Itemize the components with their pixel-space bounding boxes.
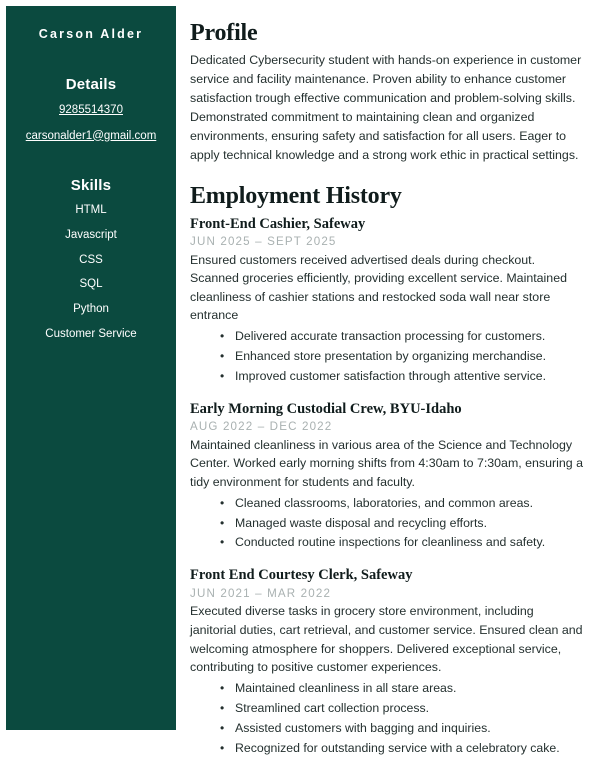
job-bullet [220, 533, 583, 553]
skill-item: CSS [79, 253, 103, 266]
job-bullet-text: Conducted routine inspections for cleanliness and safety. [235, 535, 546, 550]
job-bullet [220, 347, 583, 367]
job-bullet [220, 719, 583, 739]
job-bullet-text: Cleaned classrooms, laboratories, and common areas. [235, 495, 534, 510]
job-bullet-text: Assisted customers with bagging and inquiries. [235, 720, 491, 735]
employment-history-heading: Employment History [190, 183, 402, 210]
skills-heading: Skills [70, 177, 112, 194]
bullet-dot-icon: • [220, 680, 225, 695]
main-content [176, 6, 611, 755]
job-bullet-list [190, 327, 583, 387]
job-entry [190, 401, 583, 554]
bullet-dot-icon: • [220, 329, 225, 344]
bullet-dot-icon: • [220, 700, 225, 715]
job-bullet-list [190, 494, 583, 554]
profile-heading: Profile [190, 20, 258, 46]
job-description: Executed diverse tasks in grocery store environment, including janitorial duties, cart retrieval, and customer service. Ensured clean and welcoming atmosphere for shoppers. Delivered exceptional service, contributing to positive customer experiences. [190, 604, 583, 675]
job-entry [190, 216, 583, 387]
job-dates: AUG 2022 – DEC 2022 [190, 420, 333, 434]
phone-link[interactable]: 9285514370 [59, 104, 123, 117]
job-bullet-list [190, 679, 583, 758]
job-dates: JUN 2021 – MAR 2022 [190, 586, 332, 600]
skill-item: Customer Service [45, 327, 137, 340]
profile-text: Dedicated Cybersecurity student with hands-on experience in customer service and facility maintenance. Proven ability to enhance customer satisfaction trough effective communication and problem-solving skills. Demonstrated commitment to maintaining clean and organized environments, ensuring safety and satisfaction for all users. Eager to apply technical knowledge and a strong work ethic in practical settings. [190, 53, 582, 163]
job-bullet [220, 327, 583, 347]
skill-item: Python [73, 303, 109, 316]
skill-item: Javascript [65, 228, 117, 241]
job-bullet-text: Managed waste disposal and recycling efforts. [235, 515, 488, 530]
job-description: Maintained cleanliness in various area of the Science and Technology Center. Worked early morning shifts from 4:30am to 7:30am, ensuring a tidy environment for students and faculty. [190, 437, 584, 490]
job-bullet-text: Maintained cleanliness in all stare areas. [235, 680, 457, 695]
job-bullet [220, 679, 583, 699]
bullet-dot-icon: • [220, 535, 225, 550]
sidebar [6, 6, 176, 730]
employment-history-section [190, 183, 583, 758]
bullet-dot-icon: • [220, 740, 225, 755]
skill-item: SQL [79, 278, 103, 291]
job-bullet [220, 739, 583, 758]
job-title: Front-End Cashier, Safeway [190, 215, 366, 232]
bullet-dot-icon: • [220, 495, 225, 510]
bullet-dot-icon: • [220, 720, 225, 735]
job-bullet-text: Streamlined cart collection process. [235, 700, 430, 715]
job-dates: JUN 2025 – SEPT 2025 [190, 234, 337, 248]
job-bullet-text: Enhanced store presentation by organizing merchandise. [235, 348, 547, 363]
job-title: Front End Courtesy Clerk, Safeway [190, 567, 413, 584]
details-heading: Details [65, 76, 117, 94]
details-section [16, 76, 166, 143]
job-entry [190, 567, 583, 758]
candidate-name: Carson Alder [38, 27, 144, 41]
profile-section [190, 20, 583, 165]
job-bullet-text: Improved customer satisfaction through attentive service. [235, 368, 546, 383]
job-bullet-text: Recognized for outstanding service with a celebratory cake. [235, 740, 560, 755]
job-bullet [220, 514, 583, 534]
bullet-dot-icon: • [220, 515, 225, 530]
job-description: Ensured customers received advertised deals during checkout. Scanned groceries efficiently, providing excellent service. Maintained cleanliness of cashier stations and restocked soda wall near store entrance [190, 252, 567, 323]
job-bullet [220, 367, 583, 387]
bullet-dot-icon: • [220, 348, 225, 363]
bullet-dot-icon: • [220, 368, 225, 383]
job-bullet [220, 699, 583, 719]
skill-item: HTML [75, 204, 107, 216]
skills-section [16, 177, 166, 342]
email-link[interactable]: carsonalder1@gmail.com [25, 129, 157, 142]
job-bullet [220, 494, 583, 514]
job-bullet-text: Delivered accurate transaction processing for customers. [235, 329, 546, 344]
job-title: Early Morning Custodial Crew, BYU-Idaho [190, 400, 462, 417]
